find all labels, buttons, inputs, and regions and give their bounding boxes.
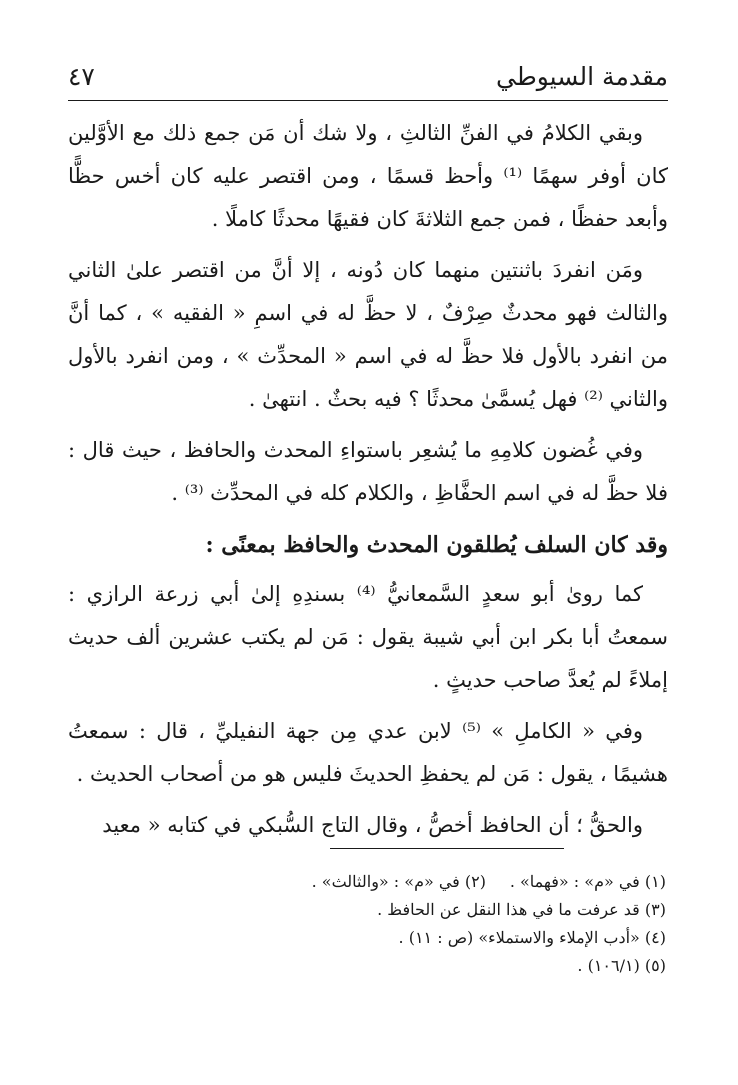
main-text bbox=[68, 112, 668, 855]
section-heading: وقد كان السلف يُطلقون المحدث والحافظ بمعنًى : bbox=[205, 532, 668, 558]
paragraph: وبقي الكلامُ في الفنِّ الثالثِ ، ولا شك أن مَن جمع ذلك مع الأوَّلين كان أوفر سهمًا ⁽¹⁾ وأحظ قسمًا ، ومن اقتصر عليه كان أخس حظًّا وأبعد حفظًا ، فمن جمع الثلاثةَ كان فقيهًا محدثًا كاملًا . bbox=[68, 121, 668, 231]
paragraph: وفي غُضون كلامِهِ ما يُشعِر باستواءِ المحدث والحافظ ، حيث قال : فلا حظَّ له في اسم الحفَّاظِ ، والكلام كله في المحدِّث ⁽³⁾ . bbox=[68, 438, 668, 505]
paragraph: ومَن انفردَ باثنتين منهما كان دُونه ، إلا أنَّ من اقتصر علىٰ الثاني والثالث فهو محدثٌ صِرْفٌ ، لا حظَّ له في اسمِ « الفقيه » ، كما أنَّ من انفرد بالأول فلا حظَّ له في اسم « المحدِّث » ، ومن انفرد بالأول والثاني ⁽²⁾ فهل يُسمَّىٰ محدثًا ؟ فيه بحثٌ . انتهىٰ . bbox=[68, 258, 668, 411]
paragraph: كما روىٰ أبو سعدٍ السَّمعانيُّ ⁽⁴⁾ بسندِهِ إلىٰ أبي زرعة الرازي : سمعتُ أبا بكر ابن أبي شيبة يقول : مَن لم يكتب عشرين ألف حديث إملاءً لم يُعدَّ صاحب حديثٍ . bbox=[68, 582, 668, 692]
footnotes bbox=[68, 868, 666, 980]
footnote-divider bbox=[330, 848, 564, 849]
footnote: (٥) (١٠٦/١) . bbox=[577, 956, 666, 975]
page-header bbox=[68, 60, 668, 101]
footnote-row bbox=[68, 868, 666, 896]
footnote: (١) في «م» : «فهما» . bbox=[509, 872, 666, 891]
paragraph: والحقُّ ؛ أن الحافظ أخصُّ ، وقال التاج السُّبكي في كتابه « معيد bbox=[102, 813, 643, 837]
footnote: (٤) «أدب الإملاء والاستملاء» (ص : ١١) . bbox=[398, 928, 666, 947]
footnote: (٣) قد عرفت ما في هذا النقل عن الحافظ . bbox=[377, 900, 666, 919]
footnote: (٢) في «م» : «والثالث» . bbox=[311, 872, 486, 891]
paragraph: وفي « الكاملِ » ⁽⁵⁾ لابن عدي مِن جهة النفيليِّ ، قال : سمعتُ هشيمًا ، يقول : مَن لم يحفظِ الحديثَ فليس هو من أصحاب الحديث . bbox=[68, 719, 668, 786]
page-number: ٤٧ bbox=[68, 62, 95, 91]
running-title: مقدمة السيوطي bbox=[496, 62, 668, 91]
